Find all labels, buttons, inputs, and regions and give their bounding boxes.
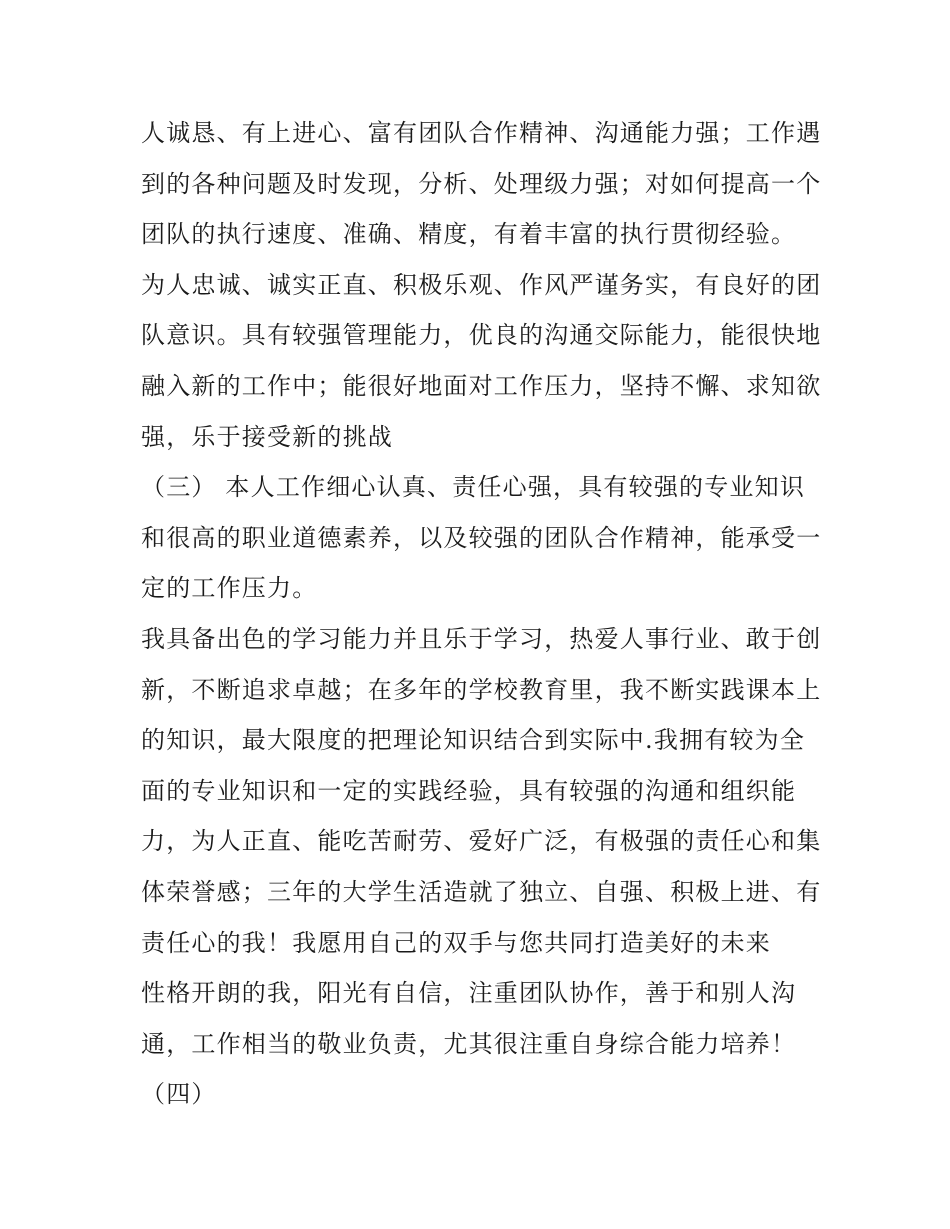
- text-line: 定的工作压力。: [141, 574, 318, 603]
- text-line: 力，为人正直、能吃苦耐劳、爱好广泛，有极强的责任心和集: [141, 827, 821, 856]
- text-line: 体荣誉感；三年的大学生活造就了独立、自强、积极上进、有: [141, 877, 821, 906]
- text-line: 和很高的职业道德素养，以及较强的团队合作精神，能承受一: [141, 523, 821, 552]
- section-heading-three: （三） 本人工作细心认真、责任心强，具有较强的专业知识: [141, 473, 806, 502]
- text-line: 为人忠诚、诚实正直、积极乐观、作风严谨务实，有良好的团: [141, 270, 821, 299]
- text-line: 责任心的我！我愿用自己的双手与您共同打造美好的未来: [141, 928, 771, 957]
- text-line: 我具备出色的学习能力并且乐于学习，热爱人事行业、敢于创: [141, 624, 821, 653]
- text-line: 团队的执行速度、准确、精度，有着丰富的执行贯彻经验。: [141, 220, 797, 249]
- text-line: 人诚恳、有上进心、富有团队合作精神、沟通能力强；工作遇: [141, 119, 821, 147]
- section-heading-four: （四）: [141, 1080, 217, 1109]
- text-line: 的知识，最大限度的把理论知识结合到实际中.我拥有较为全: [141, 726, 806, 755]
- text-line: 队意识。具有较强管理能力，优良的沟通交际能力，能很快地: [141, 321, 821, 350]
- text-line: 面的专业知识和一定的实践经验，具有较强的沟通和组织能: [141, 776, 797, 805]
- text-line: 到的各种问题及时发现，分析、处理级力强；对如何提高一个: [141, 169, 821, 198]
- text-line: 强，乐于接受新的挑战: [141, 422, 393, 451]
- text-line: 融入新的工作中；能很好地面对工作压力，坚持不懈、求知欲: [141, 371, 821, 400]
- text-line: 性格开朗的我，阳光有自信，注重团队协作，善于和别人沟: [141, 979, 797, 1008]
- text-line: 通，工作相当的敬业负责，尤其很注重自身综合能力培养！: [141, 1029, 797, 1058]
- document-body: [141, 108, 821, 1120]
- text-line: 新，不断追求卓越；在多年的学校教育里，我不断实践课本上: [141, 675, 821, 704]
